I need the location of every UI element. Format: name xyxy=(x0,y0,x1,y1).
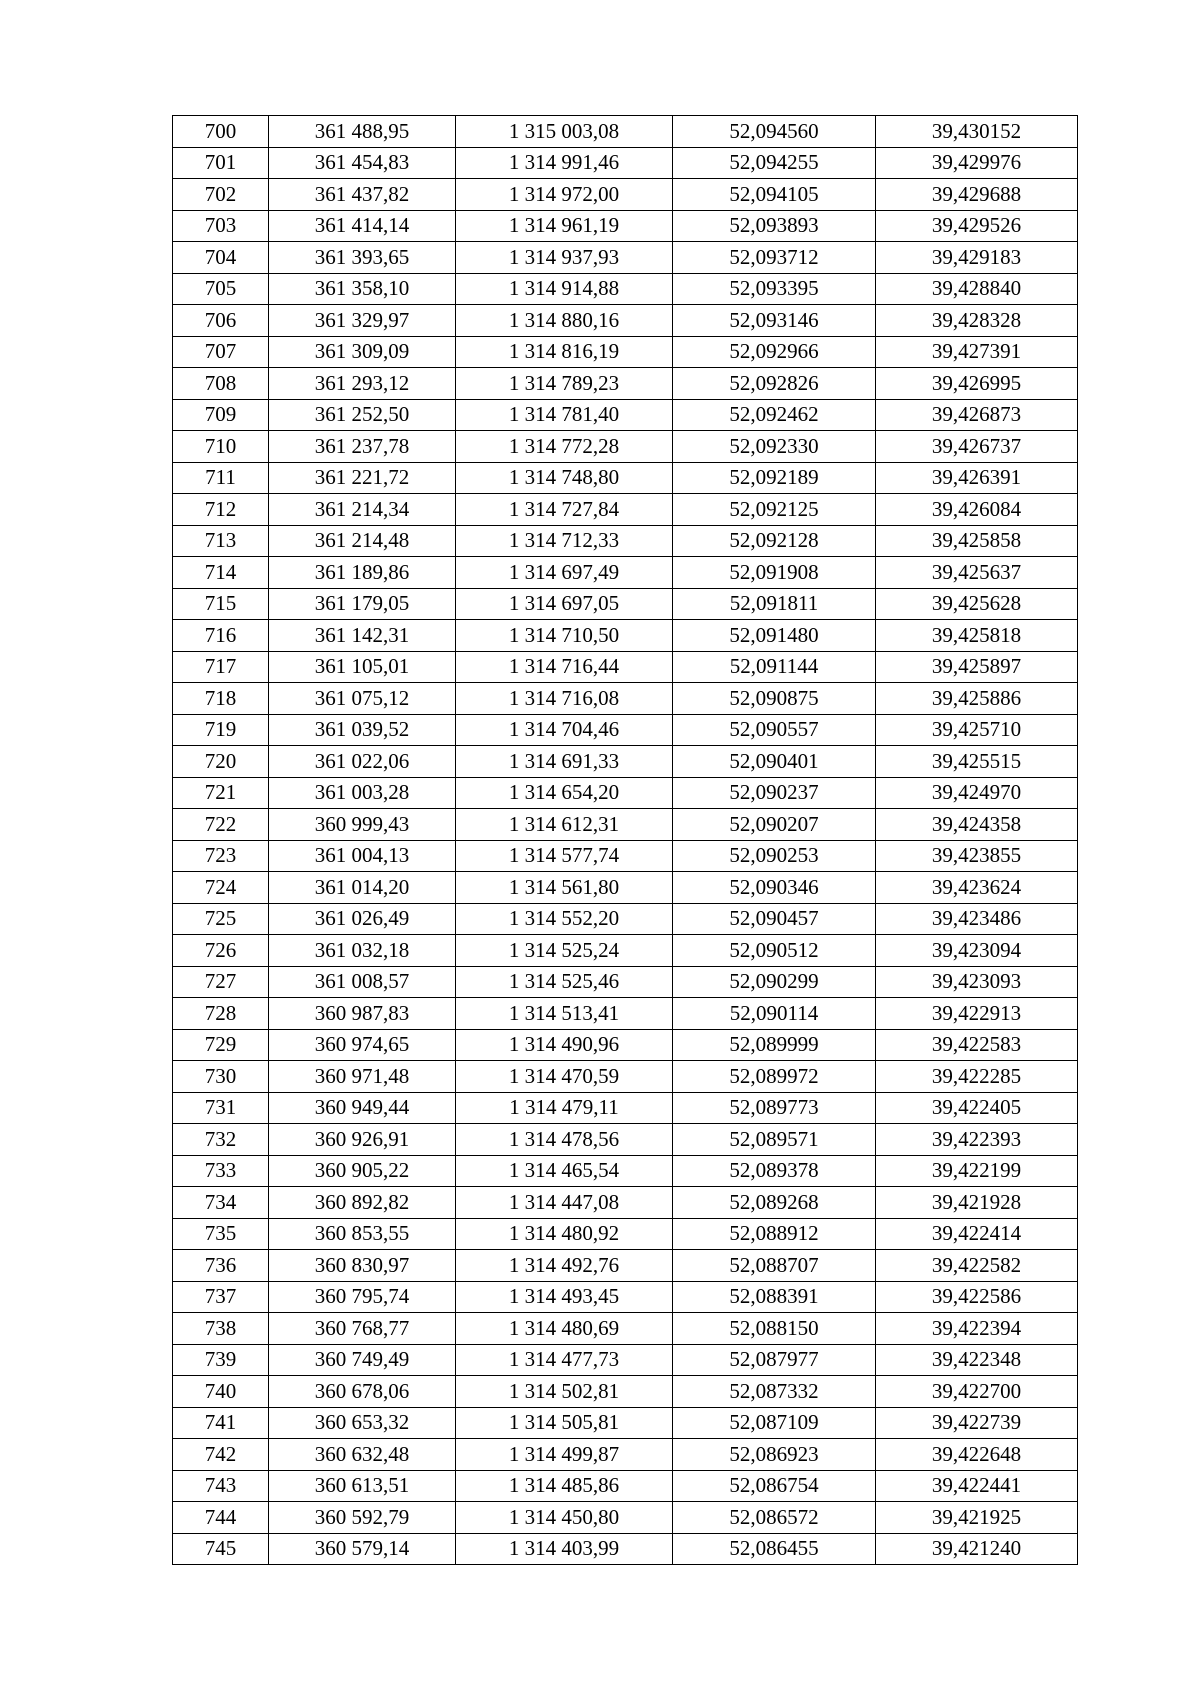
point-number-cell: 725 xyxy=(173,903,269,935)
x-coordinate-cell: 361 358,10 xyxy=(269,273,456,305)
latitude-cell: 52,089773 xyxy=(673,1092,876,1124)
point-number-cell: 728 xyxy=(173,998,269,1030)
latitude-cell: 52,090512 xyxy=(673,935,876,967)
latitude-cell: 52,090253 xyxy=(673,840,876,872)
longitude-cell: 39,422414 xyxy=(876,1218,1078,1250)
latitude-cell: 52,091144 xyxy=(673,651,876,683)
y-coordinate-cell: 1 315 003,08 xyxy=(456,116,673,148)
table-row xyxy=(173,1281,1078,1313)
table-row xyxy=(173,399,1078,431)
y-coordinate-cell: 1 314 480,69 xyxy=(456,1313,673,1345)
x-coordinate-cell: 361 014,20 xyxy=(269,872,456,904)
x-coordinate-cell: 361 214,34 xyxy=(269,494,456,526)
x-coordinate-cell: 361 189,86 xyxy=(269,557,456,589)
longitude-cell: 39,421928 xyxy=(876,1187,1078,1219)
x-coordinate-cell: 360 926,91 xyxy=(269,1124,456,1156)
y-coordinate-cell: 1 314 961,19 xyxy=(456,210,673,242)
y-coordinate-cell: 1 314 880,16 xyxy=(456,305,673,337)
table-row xyxy=(173,1061,1078,1093)
table-row xyxy=(173,935,1078,967)
longitude-cell: 39,424358 xyxy=(876,809,1078,841)
point-number-cell: 703 xyxy=(173,210,269,242)
y-coordinate-cell: 1 314 403,99 xyxy=(456,1533,673,1565)
table-row xyxy=(173,903,1078,935)
y-coordinate-cell: 1 314 477,73 xyxy=(456,1344,673,1376)
x-coordinate-cell: 360 749,49 xyxy=(269,1344,456,1376)
y-coordinate-cell: 1 314 577,74 xyxy=(456,840,673,872)
longitude-cell: 39,425710 xyxy=(876,714,1078,746)
point-number-cell: 736 xyxy=(173,1250,269,1282)
x-coordinate-cell: 360 987,83 xyxy=(269,998,456,1030)
point-number-cell: 719 xyxy=(173,714,269,746)
y-coordinate-cell: 1 314 816,19 xyxy=(456,336,673,368)
table-row xyxy=(173,588,1078,620)
y-coordinate-cell: 1 314 727,84 xyxy=(456,494,673,526)
table-row xyxy=(173,1533,1078,1565)
latitude-cell: 52,089972 xyxy=(673,1061,876,1093)
longitude-cell: 39,423093 xyxy=(876,966,1078,998)
latitude-cell: 52,089268 xyxy=(673,1187,876,1219)
y-coordinate-cell: 1 314 505,81 xyxy=(456,1407,673,1439)
longitude-cell: 39,422913 xyxy=(876,998,1078,1030)
point-number-cell: 745 xyxy=(173,1533,269,1565)
point-number-cell: 709 xyxy=(173,399,269,431)
table-row xyxy=(173,1029,1078,1061)
point-number-cell: 701 xyxy=(173,147,269,179)
table-row xyxy=(173,777,1078,809)
longitude-cell: 39,422285 xyxy=(876,1061,1078,1093)
y-coordinate-cell: 1 314 493,45 xyxy=(456,1281,673,1313)
point-number-cell: 712 xyxy=(173,494,269,526)
table-row xyxy=(173,1187,1078,1219)
latitude-cell: 52,091811 xyxy=(673,588,876,620)
longitude-cell: 39,423094 xyxy=(876,935,1078,967)
latitude-cell: 52,087977 xyxy=(673,1344,876,1376)
y-coordinate-cell: 1 314 789,23 xyxy=(456,368,673,400)
table-row xyxy=(173,1439,1078,1471)
point-number-cell: 711 xyxy=(173,462,269,494)
table-row xyxy=(173,494,1078,526)
x-coordinate-cell: 361 142,31 xyxy=(269,620,456,652)
longitude-cell: 39,425897 xyxy=(876,651,1078,683)
latitude-cell: 52,090299 xyxy=(673,966,876,998)
point-number-cell: 705 xyxy=(173,273,269,305)
x-coordinate-cell: 361 454,83 xyxy=(269,147,456,179)
x-coordinate-cell: 360 974,65 xyxy=(269,1029,456,1061)
point-number-cell: 738 xyxy=(173,1313,269,1345)
longitude-cell: 39,430152 xyxy=(876,116,1078,148)
latitude-cell: 52,093893 xyxy=(673,210,876,242)
coordinates-table-body xyxy=(173,116,1078,1565)
table-row xyxy=(173,462,1078,494)
longitude-cell: 39,428840 xyxy=(876,273,1078,305)
x-coordinate-cell: 360 678,06 xyxy=(269,1376,456,1408)
y-coordinate-cell: 1 314 772,28 xyxy=(456,431,673,463)
table-row xyxy=(173,336,1078,368)
latitude-cell: 52,088912 xyxy=(673,1218,876,1250)
table-row xyxy=(173,746,1078,778)
point-number-cell: 722 xyxy=(173,809,269,841)
longitude-cell: 39,424970 xyxy=(876,777,1078,809)
y-coordinate-cell: 1 314 704,46 xyxy=(456,714,673,746)
x-coordinate-cell: 360 632,48 xyxy=(269,1439,456,1471)
table-row xyxy=(173,273,1078,305)
table-row xyxy=(173,1155,1078,1187)
y-coordinate-cell: 1 314 781,40 xyxy=(456,399,673,431)
latitude-cell: 52,088391 xyxy=(673,1281,876,1313)
latitude-cell: 52,090114 xyxy=(673,998,876,1030)
latitude-cell: 52,090457 xyxy=(673,903,876,935)
latitude-cell: 52,089378 xyxy=(673,1155,876,1187)
x-coordinate-cell: 361 329,97 xyxy=(269,305,456,337)
x-coordinate-cell: 361 309,09 xyxy=(269,336,456,368)
point-number-cell: 743 xyxy=(173,1470,269,1502)
longitude-cell: 39,425886 xyxy=(876,683,1078,715)
x-coordinate-cell: 360 853,55 xyxy=(269,1218,456,1250)
x-coordinate-cell: 360 949,44 xyxy=(269,1092,456,1124)
longitude-cell: 39,422405 xyxy=(876,1092,1078,1124)
longitude-cell: 39,426873 xyxy=(876,399,1078,431)
point-number-cell: 707 xyxy=(173,336,269,368)
x-coordinate-cell: 361 075,12 xyxy=(269,683,456,715)
table-row xyxy=(173,1344,1078,1376)
longitude-cell: 39,422393 xyxy=(876,1124,1078,1156)
point-number-cell: 723 xyxy=(173,840,269,872)
y-coordinate-cell: 1 314 937,93 xyxy=(456,242,673,274)
y-coordinate-cell: 1 314 716,08 xyxy=(456,683,673,715)
latitude-cell: 52,094560 xyxy=(673,116,876,148)
table-row xyxy=(173,116,1078,148)
point-number-cell: 729 xyxy=(173,1029,269,1061)
latitude-cell: 52,092462 xyxy=(673,399,876,431)
point-number-cell: 715 xyxy=(173,588,269,620)
y-coordinate-cell: 1 314 748,80 xyxy=(456,462,673,494)
latitude-cell: 52,093395 xyxy=(673,273,876,305)
table-row xyxy=(173,872,1078,904)
table-row xyxy=(173,557,1078,589)
x-coordinate-cell: 360 830,97 xyxy=(269,1250,456,1282)
x-coordinate-cell: 361 214,48 xyxy=(269,525,456,557)
latitude-cell: 52,087109 xyxy=(673,1407,876,1439)
x-coordinate-cell: 360 905,22 xyxy=(269,1155,456,1187)
point-number-cell: 726 xyxy=(173,935,269,967)
x-coordinate-cell: 360 653,32 xyxy=(269,1407,456,1439)
longitude-cell: 39,428328 xyxy=(876,305,1078,337)
y-coordinate-cell: 1 314 561,80 xyxy=(456,872,673,904)
point-number-cell: 710 xyxy=(173,431,269,463)
y-coordinate-cell: 1 314 499,87 xyxy=(456,1439,673,1471)
point-number-cell: 740 xyxy=(173,1376,269,1408)
latitude-cell: 52,090875 xyxy=(673,683,876,715)
y-coordinate-cell: 1 314 513,41 xyxy=(456,998,673,1030)
latitude-cell: 52,086923 xyxy=(673,1439,876,1471)
latitude-cell: 52,090557 xyxy=(673,714,876,746)
y-coordinate-cell: 1 314 525,46 xyxy=(456,966,673,998)
table-row xyxy=(173,840,1078,872)
x-coordinate-cell: 361 221,72 xyxy=(269,462,456,494)
y-coordinate-cell: 1 314 479,11 xyxy=(456,1092,673,1124)
longitude-cell: 39,427391 xyxy=(876,336,1078,368)
y-coordinate-cell: 1 314 697,05 xyxy=(456,588,673,620)
table-row xyxy=(173,1376,1078,1408)
latitude-cell: 52,094105 xyxy=(673,179,876,211)
y-coordinate-cell: 1 314 525,24 xyxy=(456,935,673,967)
latitude-cell: 52,088707 xyxy=(673,1250,876,1282)
longitude-cell: 39,421925 xyxy=(876,1502,1078,1534)
point-number-cell: 735 xyxy=(173,1218,269,1250)
table-row xyxy=(173,1313,1078,1345)
table-row xyxy=(173,147,1078,179)
point-number-cell: 713 xyxy=(173,525,269,557)
point-number-cell: 704 xyxy=(173,242,269,274)
point-number-cell: 732 xyxy=(173,1124,269,1156)
x-coordinate-cell: 361 003,28 xyxy=(269,777,456,809)
point-number-cell: 718 xyxy=(173,683,269,715)
point-number-cell: 708 xyxy=(173,368,269,400)
y-coordinate-cell: 1 314 914,88 xyxy=(456,273,673,305)
longitude-cell: 39,429976 xyxy=(876,147,1078,179)
y-coordinate-cell: 1 314 710,50 xyxy=(456,620,673,652)
longitude-cell: 39,426737 xyxy=(876,431,1078,463)
longitude-cell: 39,422739 xyxy=(876,1407,1078,1439)
x-coordinate-cell: 361 105,01 xyxy=(269,651,456,683)
y-coordinate-cell: 1 314 480,92 xyxy=(456,1218,673,1250)
x-coordinate-cell: 361 237,78 xyxy=(269,431,456,463)
latitude-cell: 52,089571 xyxy=(673,1124,876,1156)
y-coordinate-cell: 1 314 447,08 xyxy=(456,1187,673,1219)
latitude-cell: 52,086754 xyxy=(673,1470,876,1502)
latitude-cell: 52,090207 xyxy=(673,809,876,841)
y-coordinate-cell: 1 314 478,56 xyxy=(456,1124,673,1156)
longitude-cell: 39,425818 xyxy=(876,620,1078,652)
latitude-cell: 52,092966 xyxy=(673,336,876,368)
latitude-cell: 52,090346 xyxy=(673,872,876,904)
table-row xyxy=(173,714,1078,746)
table-row xyxy=(173,242,1078,274)
y-coordinate-cell: 1 314 691,33 xyxy=(456,746,673,778)
latitude-cell: 52,087332 xyxy=(673,1376,876,1408)
longitude-cell: 39,422583 xyxy=(876,1029,1078,1061)
longitude-cell: 39,422394 xyxy=(876,1313,1078,1345)
latitude-cell: 52,086455 xyxy=(673,1533,876,1565)
point-number-cell: 734 xyxy=(173,1187,269,1219)
y-coordinate-cell: 1 314 492,76 xyxy=(456,1250,673,1282)
x-coordinate-cell: 361 004,13 xyxy=(269,840,456,872)
longitude-cell: 39,422348 xyxy=(876,1344,1078,1376)
point-number-cell: 706 xyxy=(173,305,269,337)
latitude-cell: 52,090237 xyxy=(673,777,876,809)
longitude-cell: 39,425858 xyxy=(876,525,1078,557)
table-row xyxy=(173,651,1078,683)
table-row xyxy=(173,431,1078,463)
longitude-cell: 39,429526 xyxy=(876,210,1078,242)
y-coordinate-cell: 1 314 697,49 xyxy=(456,557,673,589)
table-row xyxy=(173,368,1078,400)
x-coordinate-cell: 360 999,43 xyxy=(269,809,456,841)
longitude-cell: 39,426995 xyxy=(876,368,1078,400)
table-row xyxy=(173,1250,1078,1282)
longitude-cell: 39,422582 xyxy=(876,1250,1078,1282)
y-coordinate-cell: 1 314 485,86 xyxy=(456,1470,673,1502)
x-coordinate-cell: 361 488,95 xyxy=(269,116,456,148)
table-row xyxy=(173,305,1078,337)
longitude-cell: 39,422700 xyxy=(876,1376,1078,1408)
point-number-cell: 731 xyxy=(173,1092,269,1124)
point-number-cell: 702 xyxy=(173,179,269,211)
point-number-cell: 700 xyxy=(173,116,269,148)
x-coordinate-cell: 360 613,51 xyxy=(269,1470,456,1502)
table-row xyxy=(173,620,1078,652)
x-coordinate-cell: 361 293,12 xyxy=(269,368,456,400)
y-coordinate-cell: 1 314 654,20 xyxy=(456,777,673,809)
y-coordinate-cell: 1 314 502,81 xyxy=(456,1376,673,1408)
table-row xyxy=(173,1470,1078,1502)
longitude-cell: 39,426391 xyxy=(876,462,1078,494)
x-coordinate-cell: 361 252,50 xyxy=(269,399,456,431)
latitude-cell: 52,088150 xyxy=(673,1313,876,1345)
y-coordinate-cell: 1 314 712,33 xyxy=(456,525,673,557)
x-coordinate-cell: 360 579,14 xyxy=(269,1533,456,1565)
point-number-cell: 742 xyxy=(173,1439,269,1471)
longitude-cell: 39,421240 xyxy=(876,1533,1078,1565)
longitude-cell: 39,425515 xyxy=(876,746,1078,778)
longitude-cell: 39,422586 xyxy=(876,1281,1078,1313)
point-number-cell: 733 xyxy=(173,1155,269,1187)
y-coordinate-cell: 1 314 490,96 xyxy=(456,1029,673,1061)
point-number-cell: 727 xyxy=(173,966,269,998)
x-coordinate-cell: 361 414,14 xyxy=(269,210,456,242)
y-coordinate-cell: 1 314 972,00 xyxy=(456,179,673,211)
longitude-cell: 39,423486 xyxy=(876,903,1078,935)
latitude-cell: 52,086572 xyxy=(673,1502,876,1534)
x-coordinate-cell: 361 393,65 xyxy=(269,242,456,274)
table-row xyxy=(173,966,1078,998)
longitude-cell: 39,426084 xyxy=(876,494,1078,526)
table-row xyxy=(173,179,1078,211)
longitude-cell: 39,429183 xyxy=(876,242,1078,274)
point-number-cell: 730 xyxy=(173,1061,269,1093)
longitude-cell: 39,422441 xyxy=(876,1470,1078,1502)
x-coordinate-cell: 361 022,06 xyxy=(269,746,456,778)
latitude-cell: 52,092128 xyxy=(673,525,876,557)
point-number-cell: 717 xyxy=(173,651,269,683)
x-coordinate-cell: 360 892,82 xyxy=(269,1187,456,1219)
x-coordinate-cell: 361 008,57 xyxy=(269,966,456,998)
longitude-cell: 39,422199 xyxy=(876,1155,1078,1187)
table-row xyxy=(173,1502,1078,1534)
x-coordinate-cell: 360 971,48 xyxy=(269,1061,456,1093)
coordinates-table xyxy=(172,115,1078,1565)
y-coordinate-cell: 1 314 450,80 xyxy=(456,1502,673,1534)
latitude-cell: 52,091908 xyxy=(673,557,876,589)
point-number-cell: 741 xyxy=(173,1407,269,1439)
x-coordinate-cell: 361 032,18 xyxy=(269,935,456,967)
y-coordinate-cell: 1 314 612,31 xyxy=(456,809,673,841)
table-row xyxy=(173,1092,1078,1124)
latitude-cell: 52,090401 xyxy=(673,746,876,778)
latitude-cell: 52,093712 xyxy=(673,242,876,274)
latitude-cell: 52,092189 xyxy=(673,462,876,494)
point-number-cell: 737 xyxy=(173,1281,269,1313)
latitude-cell: 52,091480 xyxy=(673,620,876,652)
point-number-cell: 716 xyxy=(173,620,269,652)
longitude-cell: 39,423624 xyxy=(876,872,1078,904)
table-row xyxy=(173,1124,1078,1156)
table-row xyxy=(173,998,1078,1030)
latitude-cell: 52,092826 xyxy=(673,368,876,400)
x-coordinate-cell: 360 592,79 xyxy=(269,1502,456,1534)
point-number-cell: 720 xyxy=(173,746,269,778)
point-number-cell: 714 xyxy=(173,557,269,589)
table-row xyxy=(173,1218,1078,1250)
y-coordinate-cell: 1 314 991,46 xyxy=(456,147,673,179)
table-row xyxy=(173,683,1078,715)
latitude-cell: 52,092330 xyxy=(673,431,876,463)
x-coordinate-cell: 361 179,05 xyxy=(269,588,456,620)
table-row xyxy=(173,809,1078,841)
x-coordinate-cell: 361 039,52 xyxy=(269,714,456,746)
y-coordinate-cell: 1 314 716,44 xyxy=(456,651,673,683)
longitude-cell: 39,425628 xyxy=(876,588,1078,620)
point-number-cell: 721 xyxy=(173,777,269,809)
latitude-cell: 52,094255 xyxy=(673,147,876,179)
y-coordinate-cell: 1 314 552,20 xyxy=(456,903,673,935)
y-coordinate-cell: 1 314 470,59 xyxy=(456,1061,673,1093)
point-number-cell: 739 xyxy=(173,1344,269,1376)
table-row xyxy=(173,525,1078,557)
table-row xyxy=(173,210,1078,242)
latitude-cell: 52,089999 xyxy=(673,1029,876,1061)
x-coordinate-cell: 360 768,77 xyxy=(269,1313,456,1345)
point-number-cell: 724 xyxy=(173,872,269,904)
table-row xyxy=(173,1407,1078,1439)
longitude-cell: 39,423855 xyxy=(876,840,1078,872)
x-coordinate-cell: 360 795,74 xyxy=(269,1281,456,1313)
x-coordinate-cell: 361 437,82 xyxy=(269,179,456,211)
y-coordinate-cell: 1 314 465,54 xyxy=(456,1155,673,1187)
longitude-cell: 39,425637 xyxy=(876,557,1078,589)
longitude-cell: 39,429688 xyxy=(876,179,1078,211)
x-coordinate-cell: 361 026,49 xyxy=(269,903,456,935)
latitude-cell: 52,093146 xyxy=(673,305,876,337)
latitude-cell: 52,092125 xyxy=(673,494,876,526)
point-number-cell: 744 xyxy=(173,1502,269,1534)
longitude-cell: 39,422648 xyxy=(876,1439,1078,1471)
